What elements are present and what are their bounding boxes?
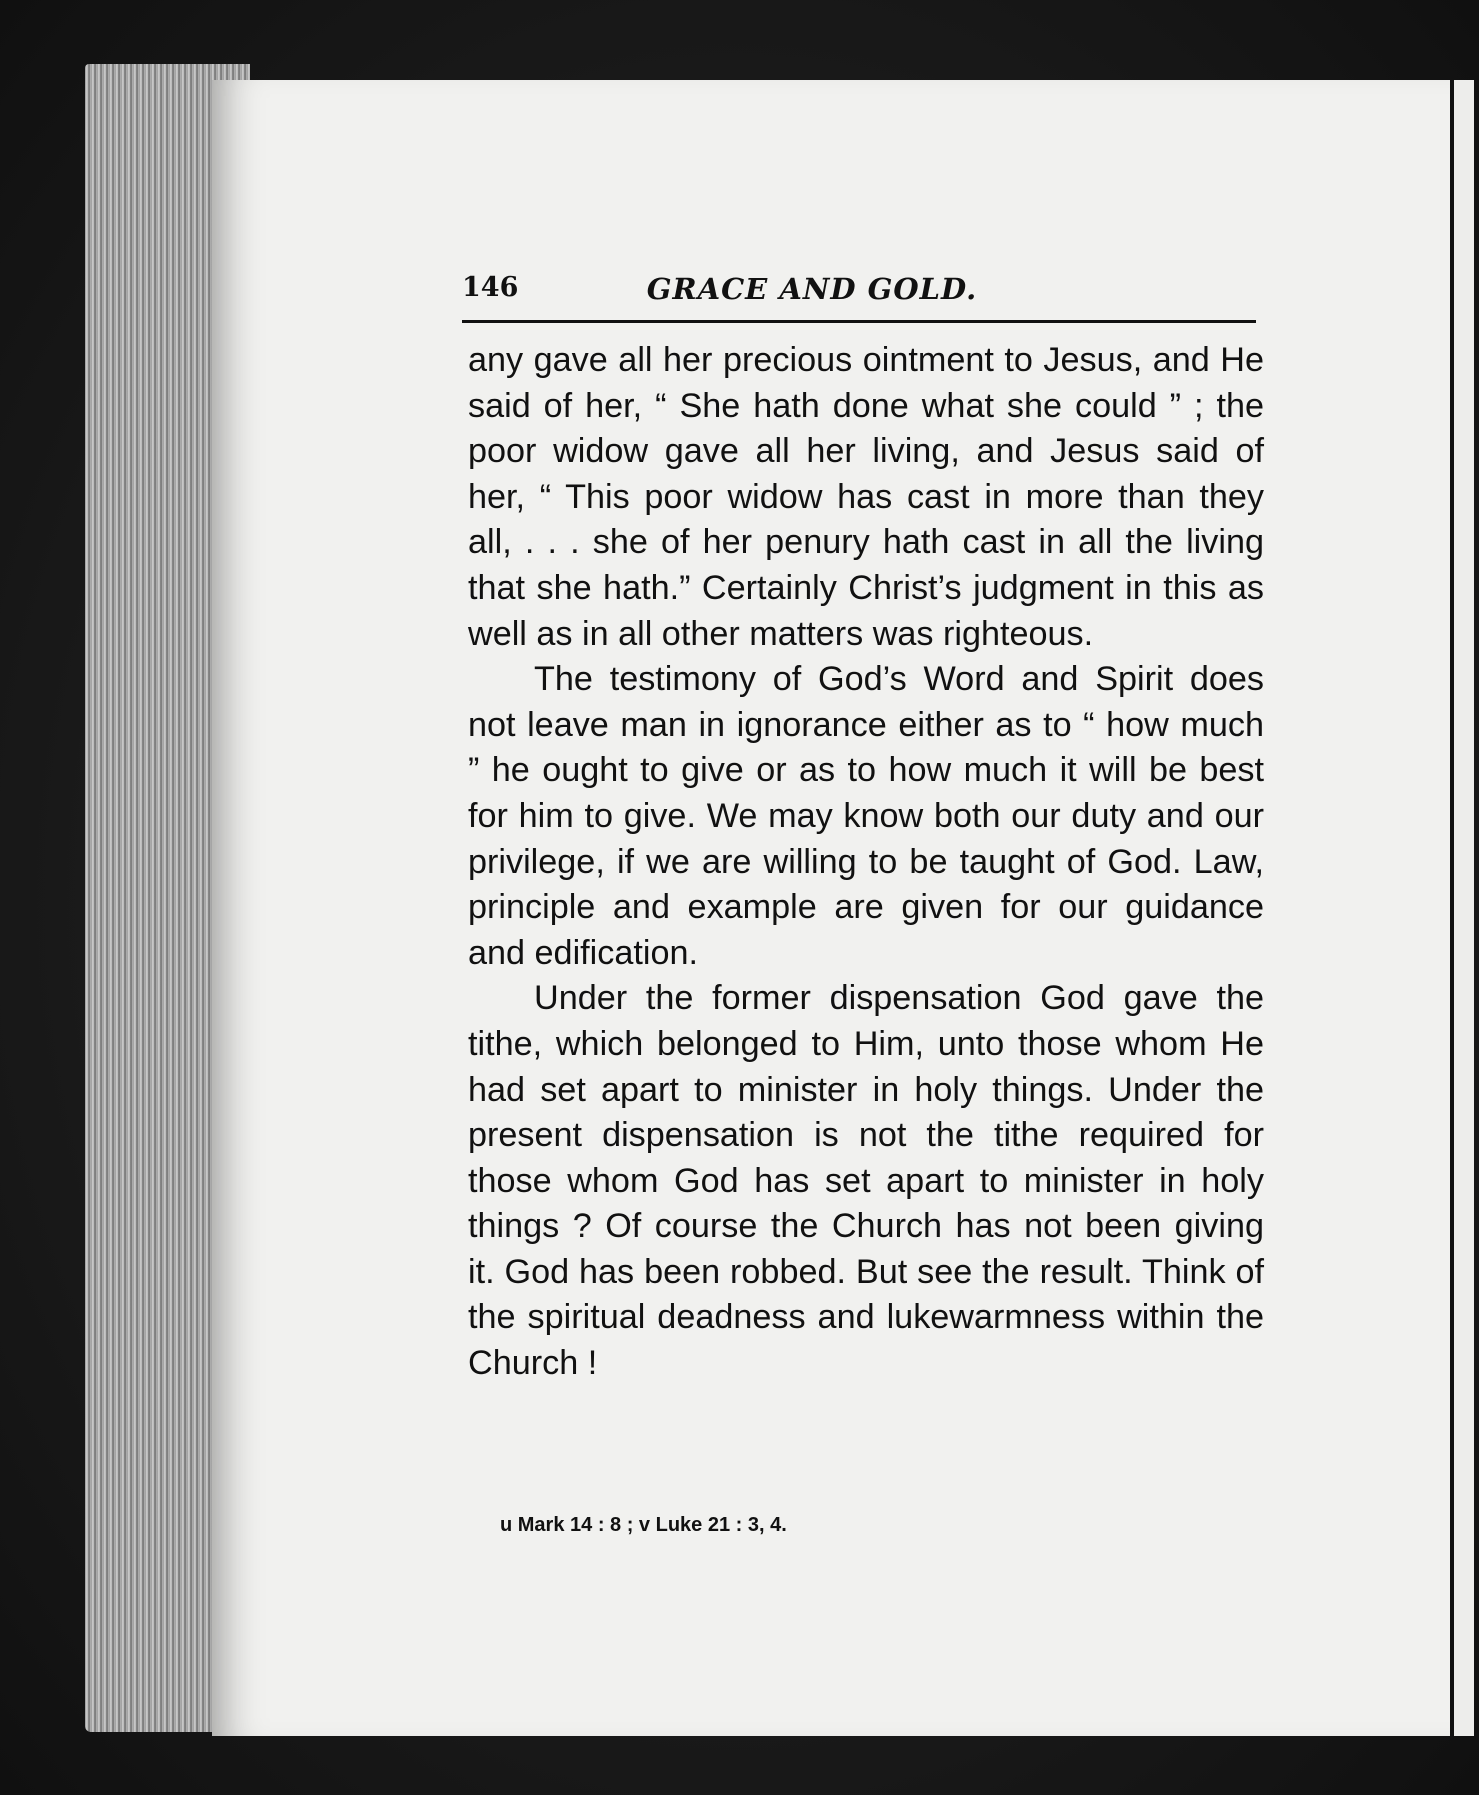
paragraph-3: Under the former dispensation God gave the tithe, which belonged to Him, unto those whom He had set apart to minister in holy things. Under the present dispensation is not the tithe required for those whom God has set apart to minister in holy things ? Of course the Church has not been giving it. God has been robbed. But see the result. Think of the spiritual deadness and lukewarmness within the Church !	[468, 979, 1264, 1383]
running-title: GRACE AND GOLD.	[646, 272, 978, 306]
paragraph-1: any gave all her precious ointment to Jesus, and He said of her, “ She hath done what she could ” ; the poor widow gave all her living, and Jesus said of her, “ This poor widow has cast in more than they all, . . . she of her penury hath cast in all the living that she hath.” Certainly Christ’s judgment in this as well as in all other matters was righteous.	[468, 341, 1264, 653]
page-number: 146	[462, 272, 519, 303]
paragraph-2: The testimony of God’s Word and Spirit does not leave man in ignorance either as to “ how much ” he ought to give or as to how much it will be best for him to give. We may know both our duty and our privilege, if we are willing to be taught of God. Law, principle and example are given for our guidance and edification.	[468, 660, 1264, 972]
page-header	[462, 272, 1256, 318]
header-rule	[462, 320, 1256, 323]
body-text	[468, 338, 1264, 1387]
facing-page-edge	[1450, 80, 1474, 1736]
footnote: u Mark 14 : 8 ; v Luke 21 : 3, 4.	[500, 1514, 787, 1536]
